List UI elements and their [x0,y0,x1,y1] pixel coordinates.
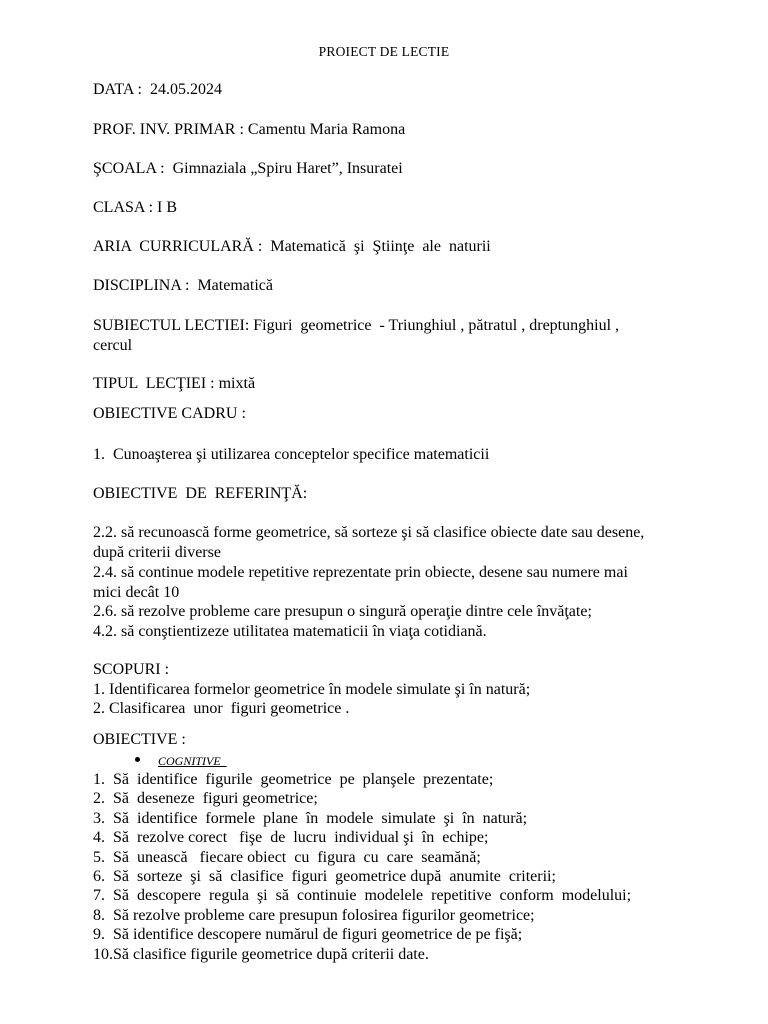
objective-item: 9. Să identifice descopere numărul de figuri geometrice de pe fişă; [93,926,523,943]
objective-item: 2. Să deseneze figuri geometrice; [93,790,318,807]
class-line: CLASA : I B [93,199,178,216]
document-title: PROIECT DE LECTIE [318,44,450,59]
lesson-type-line: TIPUL LECŢIEI : mixtă [93,375,256,392]
discipline-line: DISCIPLINA : Matematică [93,277,273,294]
reference-objectives-heading: OBIECTIVE DE REFERINŢĂ: [93,485,308,502]
cognitive-subheading: COGNITIVE [158,754,227,768]
framework-objectives-heading: OBIECTIVE CADRU : [93,405,246,422]
bullet-dot-icon [135,757,140,762]
purpose-item: 1. Identificarea formelor geometrice în modele simulate şi în natură; [93,681,531,698]
objective-item: 1. Să identifice figurile geometrice pe planşele prezentate; [93,771,494,788]
subject-line-2: cercul [93,337,133,354]
school-value: Gimnaziala „Spiru Haret”, Insuratei [164,160,403,177]
purpose-item: 2. Clasificarea unor figuri geometrice . [93,700,350,717]
reference-objective-line: după criterii diverse [93,544,221,561]
objective-item: 6. Să sorteze şi să clasifice figuri geometrice după anumite criterii; [93,868,556,885]
reference-objective-line: 2.2. să recunoască forme geometrice, să sorteze şi să clasifice obiecte date sau desene, [93,524,645,541]
purposes-heading: SCOPURI : [93,661,170,678]
objective-item: 10.Să clasifice figurile geometrice după criterii date. [93,946,429,963]
school-label: ŞCOALA : [93,160,165,177]
objective-item: 3. Să identifice formele plane în modele simulate şi în natură; [93,810,528,827]
teacher-line: PROF. INV. PRIMAR : Camentu Maria Ramona [93,121,406,138]
reference-objective-line: 2.4. să continue modele repetitive reprezentate prin obiecte, desene sau numere mai [93,564,628,581]
school-line [93,160,403,178]
objective-item: 8. Să rezolve probleme care presupun folosirea figurilor geometrice; [93,907,535,924]
objective-item: 7. Să descopere regula şi să continuie modelele repetitive conform modelului; [93,887,632,904]
subject-line-1: SUBIECTUL LECTIEI: Figuri geometrice - Triunghiul , pătratul , dreptunghiul , [93,317,620,334]
objective-item: 5. Să unească fiecare obiect cu figura cu care seamănă; [93,849,481,866]
curricular-area-line: ARIA CURRICULARĂ : Matematică şi Ştiinţe ale naturii [93,238,491,255]
date-line: DATA : 24.05.2024 [93,81,222,98]
framework-objective-item: 1. Cunoaşterea şi utilizarea conceptelor specifice matematicii [93,446,490,463]
objectives-heading: OBIECTIVE : [93,731,186,748]
reference-objective-line: 4.2. să conştientizeze utilitatea matematicii în viaţa cotidiană. [93,623,487,640]
reference-objective-line: mici decât 10 [93,584,180,601]
reference-objective-line: 2.6. să rezolve probleme care presupun o singură operaţie dintre cele învăţate; [93,603,592,620]
objective-item: 4. Să rezolve corect fişe de lucru individual şi în echipe; [93,829,489,846]
